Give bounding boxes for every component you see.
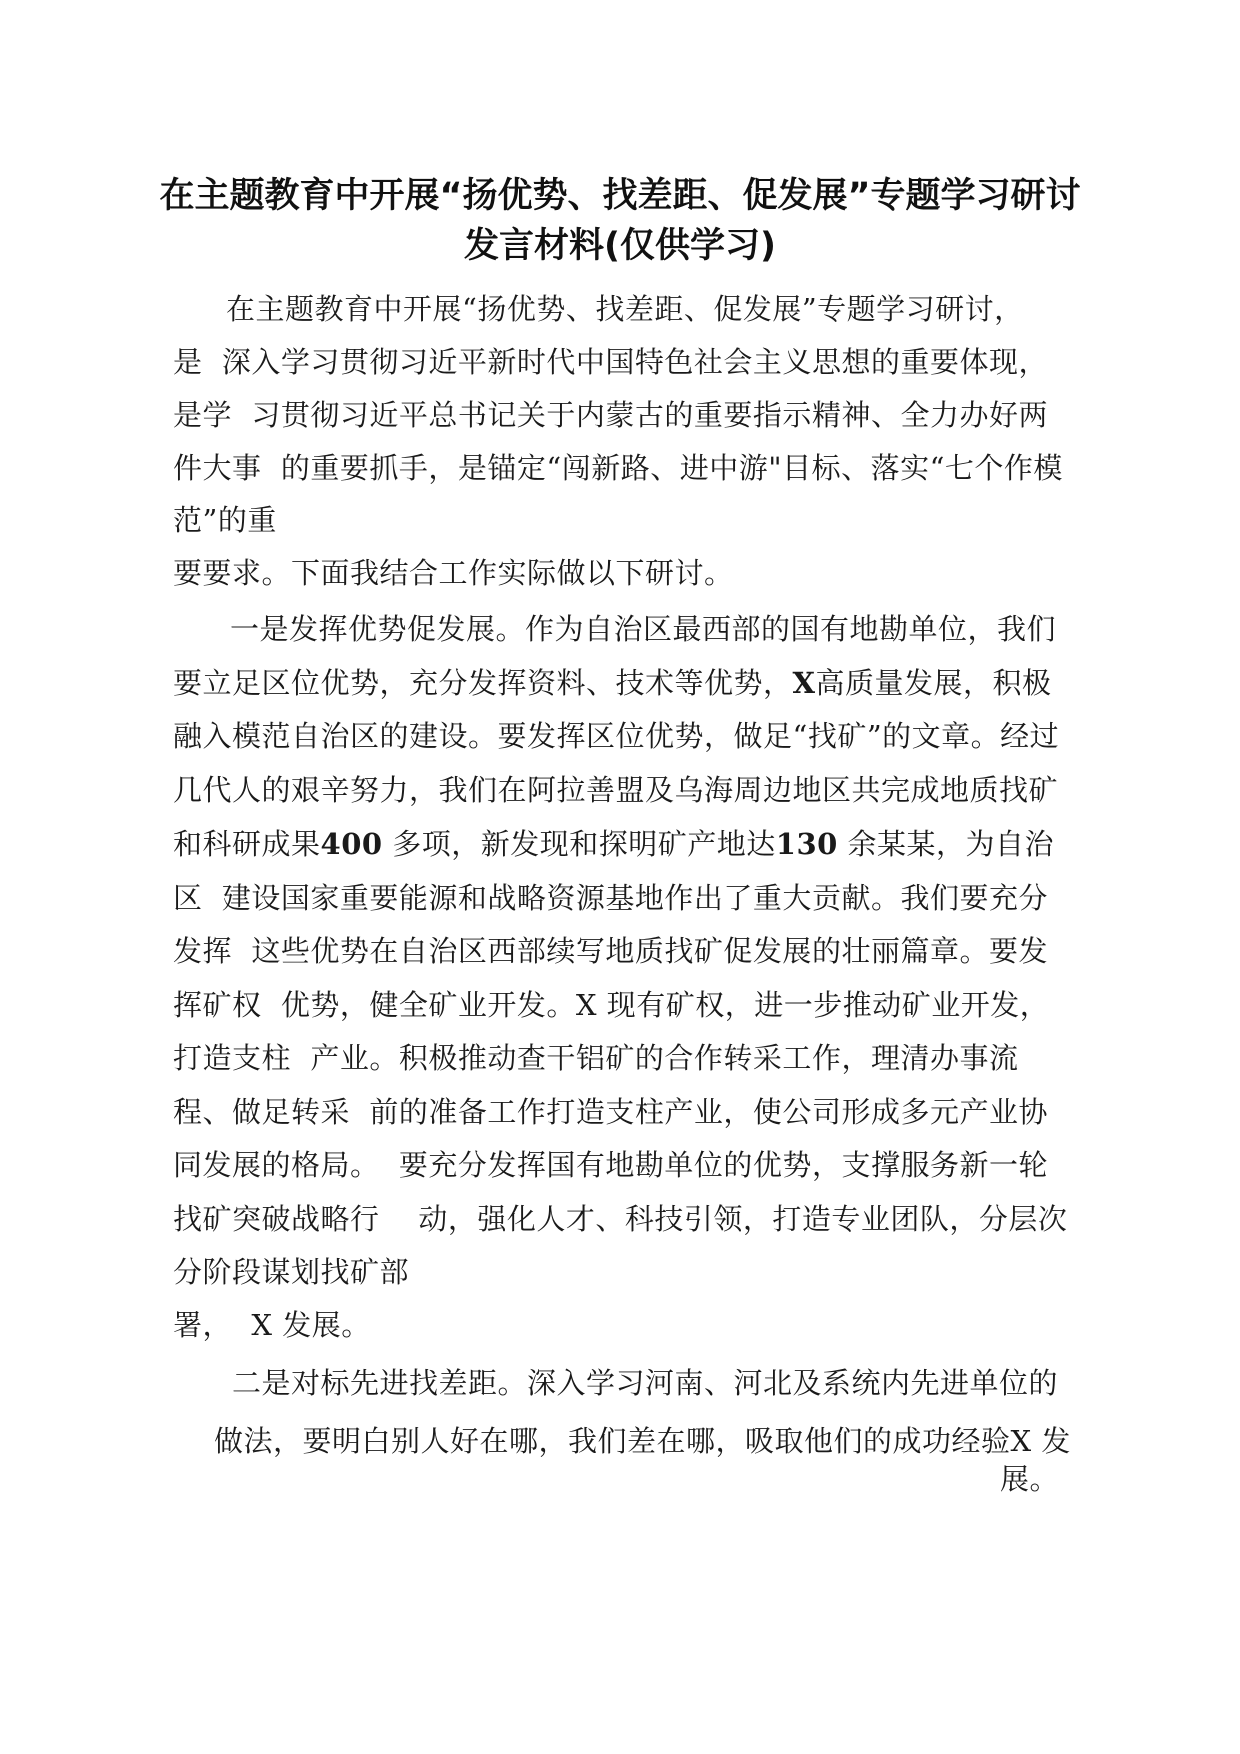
section1-line-2-x: X (792, 666, 816, 700)
section1-line-5-text-b: 多项，新发现和探明矿产地达 (382, 827, 776, 861)
section1-line-1: 一是发挥优势促发展。作为自治区最西部的国有地勘单位，我们 (230, 612, 1057, 646)
section1-line-5-text-a: 和科研成果 (173, 827, 321, 861)
document-title-line-1: 在主题教育中开展“扬优势、找差距、促发展”专题学习研讨 (159, 176, 1081, 216)
section1-line-11: 同发展的格局。 要充分发挥国有地勘单位的优势，支撑服务新一轮 (173, 1148, 1048, 1182)
document-title-line-2: 发言材料(仅供学习) (464, 226, 776, 266)
section1-line-13: 分阶段谋划找矿部 (173, 1255, 410, 1289)
section1-line-3: 融入模范自治区的建设。要发挥区位优势，做足“找矿”的文章。经过 (173, 719, 1060, 753)
section1-line-8: 挥矿权 优势，健全矿业开发。X 现有矿权，进一步推动矿业开发， (173, 988, 1050, 1022)
intro-line-4: 件大事 的重要抓手，是锚定“闯新路、进中游"目标、落实“七个作模 (173, 451, 1063, 485)
section2-line-2: 做法，要明白别人好在哪，我们差在哪，吸取他们的成功经验X 发 (214, 1424, 1071, 1458)
intro-line-1: 在主题教育中开展“扬优势、找差距、促发展”专题学习研讨， (226, 292, 1024, 326)
section1-line-5 (173, 822, 1054, 863)
section1-line-2 (173, 661, 1052, 702)
section1-line-6: 区 建设国家重要能源和战略资源基地作出了重大贡献。我们要充分 (173, 881, 1048, 915)
intro-line-6: 要要求。下面我结合工作实际做以下研讨。 (173, 556, 734, 590)
intro-line-2: 是 深入学习贯彻习近平新时代中国特色社会主义思想的重要体现， (173, 345, 1048, 379)
section1-line-5-text-c: 余某某，为自治 (837, 827, 1055, 861)
intro-line-3: 是学 习贯彻习近平总书记关于内蒙古的重要指示精神、全力办好两 (173, 398, 1048, 432)
section2-line-1: 二是对标先进找差距。深入学习河南、河北及系统内先进单位的 (232, 1366, 1059, 1400)
section2-line-3: 展。 (1000, 1462, 1060, 1496)
section1-line-5-number-400: 400 (320, 827, 383, 861)
section1-line-5-number-130: 130 (775, 827, 838, 861)
section1-line-2-text-b: 高质量发展，积极 (815, 666, 1052, 700)
section1-line-7: 发挥 这些优势在自治区西部续写地质找矿促发展的壮丽篇章。要发 (173, 934, 1048, 968)
section1-line-4: 几代人的艰辛努力，我们在阿拉善盟及乌海周边地区共完成地质找矿 (173, 773, 1059, 807)
section1-line-2-text-a: 要立足区位优势，充分发挥资料、技术等优势， (173, 666, 793, 700)
section1-line-12: 找矿突破战略行 动，强化人才、科技引领，打造专业团队，分层次 (173, 1202, 1068, 1236)
section1-line-14: 署， X 发展。 (173, 1308, 371, 1342)
section1-line-10: 程、做足转采 前的准备工作打造支柱产业，使公司形成多元产业协 (173, 1095, 1048, 1129)
intro-line-5: 范”的重 (173, 503, 277, 537)
section1-line-9: 打造支柱 产业。积极推动查干铝矿的合作转采工作，理清办事流 (173, 1041, 1019, 1075)
